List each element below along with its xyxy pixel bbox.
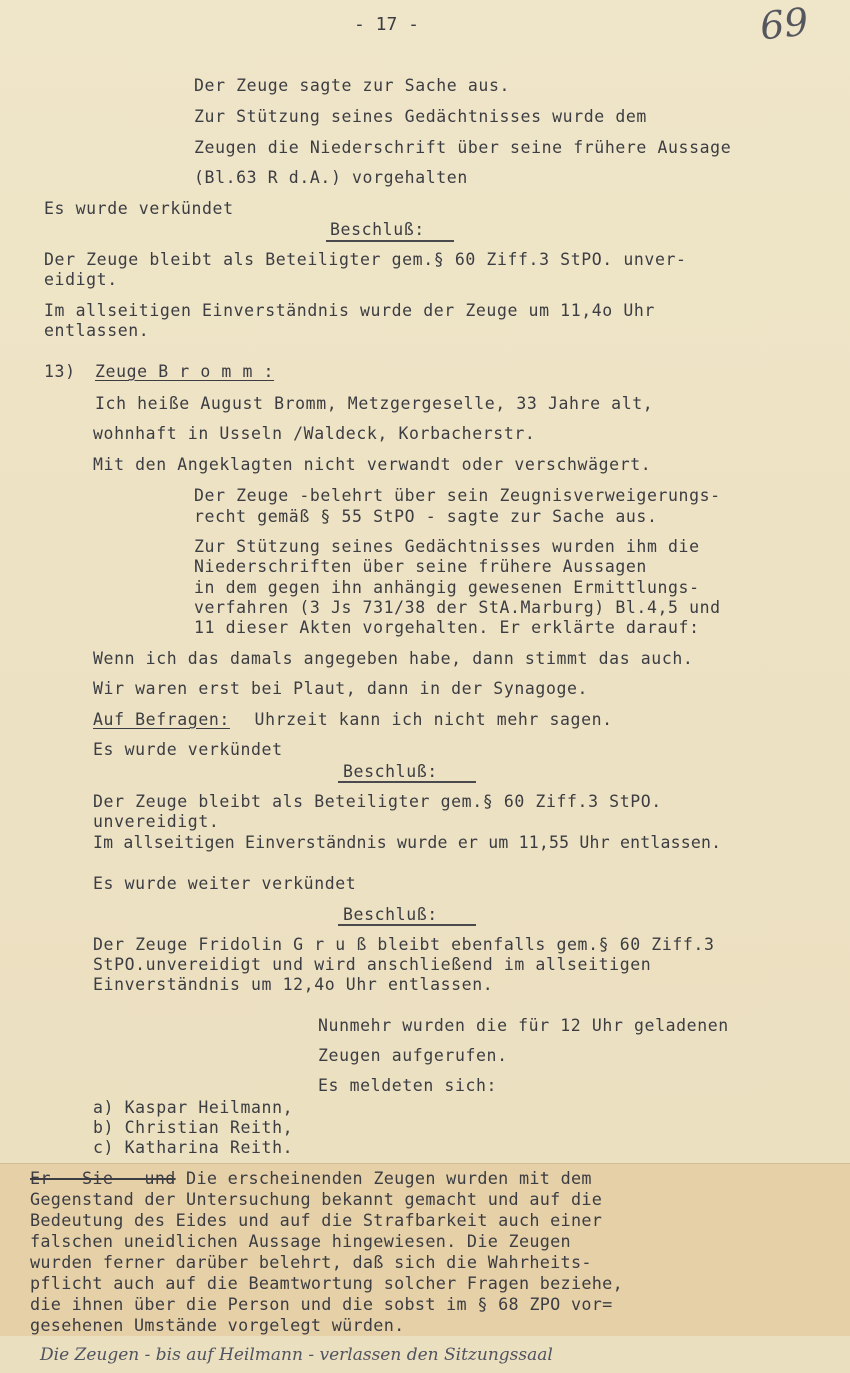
- witness-list-item: b) Christian Reith,: [93, 1118, 294, 1137]
- text-line: eidigt.: [44, 270, 118, 289]
- handwritten-note: Die Zeugen - bis auf Heilmann - verlassen den Sitzungssaal: [40, 1345, 553, 1365]
- pasted-form-slip: [0, 1163, 850, 1336]
- text-line: StPO.unvereidigt und wird anschließend im allseitigen: [93, 955, 652, 974]
- text-line: 11 dieser Akten vorgehalten. Er erklärte darauf:: [194, 618, 700, 637]
- resolution-heading: Beschluß:: [330, 220, 425, 239]
- text-line: Einverständnis um 12,4o Uhr entlassen.: [93, 975, 494, 994]
- text-line: (Bl.63 R d.A.) vorgehalten: [194, 168, 468, 187]
- slip-line: die ihnen über die Person und die sobst im § 68 ZPO vor=: [30, 1294, 613, 1314]
- heading-underline: [326, 240, 454, 242]
- text-line: Der Zeuge bleibt als Beteiligter gem.§ 60 Ziff.3 StPO. unver-: [44, 250, 687, 269]
- text-line: in dem gegen ihn anhängig gewesenen Ermittlungs-: [194, 578, 700, 597]
- text-line: Zur Stützung seines Gedächtnisses wurde dem: [194, 107, 647, 126]
- witness-heading: Zeuge B r o m m :: [95, 362, 275, 381]
- text-line: Es wurde verkündet: [93, 740, 283, 759]
- witness-list-item: c) Katharina Reith.: [93, 1138, 294, 1157]
- text-line: Im allseitigen Einverständnis wurde der Zeuge um 11,4o Uhr: [44, 301, 655, 320]
- item-number: 13): [44, 362, 76, 381]
- text-line: Der Zeuge sagte zur Sache aus.: [194, 76, 511, 95]
- text-line: Zeugen aufgerufen.: [318, 1046, 508, 1065]
- struck-text: Er - Sie - und: [30, 1168, 176, 1188]
- resolution-heading: Beschluß:: [343, 762, 438, 781]
- text-line: Uhrzeit kann ich nicht mehr sagen.: [244, 710, 613, 729]
- text-line: Nunmehr wurden die für 12 Uhr geladenen: [318, 1016, 729, 1035]
- slip-line: Bedeutung des Eides und auf die Strafbarkeit auch einer: [30, 1210, 603, 1230]
- text-line: Es meldeten sich:: [318, 1076, 498, 1095]
- text-line: Der Zeuge -belehrt über sein Zeugnisverweigerungs-: [194, 486, 721, 505]
- text-line: Mit den Angeklagten nicht verwandt oder verschwägert.: [93, 455, 652, 474]
- slip-text: Die erscheinenden Zeugen wurden mit dem: [175, 1168, 592, 1188]
- text-line: Im allseitigen Einverständnis wurde er um 11,55 Uhr entlassen.: [93, 833, 722, 852]
- slip-line: falschen uneidlichen Aussage hingewiesen. Die Zeugen: [30, 1231, 571, 1251]
- text-line: recht gemäß § 55 StPO - sagte zur Sache aus.: [194, 507, 658, 526]
- text-line: Wir waren erst bei Plaut, dann in der Synagoge.: [93, 679, 589, 698]
- text-line: Zur Stützung seines Gedächtnisses wurden ihm die: [194, 537, 700, 556]
- text-line: unvereidigt.: [93, 812, 220, 831]
- question-label: Auf Befragen:: [93, 710, 230, 729]
- text-line: Der Zeuge Fridolin G r u ß bleibt ebenfalls gem.§ 60 Ziff.3: [93, 935, 715, 954]
- text-line: Wenn ich das damals angegeben habe, dann stimmt das auch.: [93, 649, 694, 668]
- text-line: Es wurde verkündet: [44, 199, 234, 218]
- heading-underline: [338, 781, 476, 783]
- witness-list-item: a) Kaspar Heilmann,: [93, 1098, 294, 1117]
- text-line: verfahren (3 Js 731/38 der StA.Marburg) Bl.4,5 und: [194, 598, 721, 617]
- slip-line: gesehenen Umstände vorgelegt würden.: [30, 1315, 405, 1335]
- text-line: Niederschriften über seine frühere Aussagen: [194, 557, 647, 576]
- slip-line: [30, 1168, 592, 1189]
- resolution-heading: Beschluß:: [343, 905, 438, 924]
- slip-line: wurden ferner darüber belehrt, daß sich die Wahrheits-: [30, 1252, 592, 1272]
- text-line: wohnhaft in Usseln /Waldeck, Korbacherstr.: [93, 424, 536, 443]
- slip-line: pflicht auch auf die Beamtwortung solcher Fragen beziehe,: [30, 1273, 623, 1293]
- page-number: - 17 -: [354, 14, 420, 35]
- text-line: entlassen.: [44, 321, 150, 340]
- folio-number: 69: [757, 0, 811, 49]
- text-line: Es wurde weiter verkündet: [93, 874, 357, 893]
- slip-line: Gegenstand der Untersuchung bekannt gemacht und auf die: [30, 1189, 603, 1209]
- text-line: Zeugen die Niederschrift über seine frühere Aussage: [194, 138, 732, 157]
- text-line: Ich heiße August Bromm, Metzgergeselle, 33 Jahre alt,: [95, 394, 654, 413]
- heading-underline: [338, 924, 476, 926]
- text-line: Der Zeuge bleibt als Beteiligter gem.§ 60 Ziff.3 StPO.: [93, 792, 662, 811]
